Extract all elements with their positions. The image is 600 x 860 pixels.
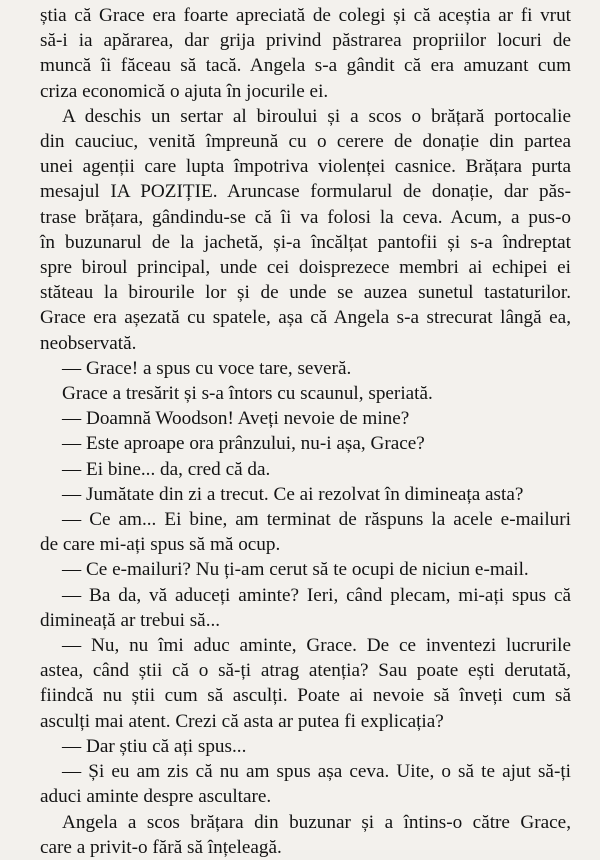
text-line: — Este aproape ora prânzului, nu-i așa, Grace? bbox=[62, 433, 425, 455]
paragraph bbox=[40, 810, 571, 860]
text-line: — Nu, nu îmi aduc aminte, Grace. De ce inventezi lucrurile bbox=[62, 635, 571, 657]
text-line: mesajul IA POZIȚIE. Aruncase formularul de donație, dar păs- bbox=[40, 181, 571, 203]
text-line: știa că Grace era foarte apreciată de colegi și că aceștia ar fi vrut bbox=[40, 5, 571, 26]
text-line: Grace era așezată cu spatele, așa că Angela s-a strecurat lângă ea, bbox=[40, 307, 571, 329]
text-line: — Ba da, vă aduceți aminte? Ieri, când plecam, mi-ați spus că bbox=[62, 584, 571, 606]
text-line: să-i ia apărarea, dar grija privind păstrarea propriilor locuri de bbox=[40, 30, 571, 52]
text-line: muncă îi făceau să tacă. Angela s-a gândit că era amuzant cum bbox=[40, 55, 571, 77]
text-line: fiindcă nu știi cum să asculți. Poate ai nevoie să înveți cum să bbox=[40, 685, 571, 707]
text-line: astea, când știi că o să-ți atrag atenția? Sau poate ești derutată, bbox=[40, 660, 571, 682]
text-line: neobservată. bbox=[40, 332, 137, 354]
text-line: — Dar știu că ați spus... bbox=[62, 735, 247, 757]
paragraph bbox=[40, 3, 571, 104]
paragraph bbox=[40, 482, 571, 507]
text-line: în buzunarul de la jachetă, și-a încălțat pantofii și s-a îndreptat bbox=[40, 231, 571, 253]
paragraph bbox=[40, 104, 571, 356]
text-line: A deschis un sertar al biroului și a scos o brățară portocalie bbox=[62, 105, 571, 127]
text-line: Angela a scos brățara din buzunar și a întins-o către Grace, bbox=[62, 811, 571, 833]
paragraph bbox=[40, 381, 571, 406]
paragraph bbox=[40, 431, 571, 456]
text-line: de care mi-ați spus să mă ocup. bbox=[40, 534, 281, 556]
text-line: aduci aminte despre ascultare. bbox=[40, 786, 272, 808]
paragraph bbox=[40, 734, 571, 759]
text-line: Grace a tresărit și s-a întors cu scaunul, speriată. bbox=[62, 383, 433, 405]
paragraph bbox=[40, 633, 571, 734]
text-line: — Ce am... Ei bine, am terminat de răspuns la acele e-mailuri bbox=[62, 509, 571, 531]
text-line: care a privit-o fără să înțeleagă. bbox=[40, 836, 282, 858]
text-line: — Grace! a spus cu voce tare, severă. bbox=[62, 357, 352, 379]
text-line: trase brățara, gândindu-se că îi va folosi la ceva. Acum, a pus-o bbox=[40, 206, 571, 228]
text-line: — Ce e-mailuri? Nu ți-am cerut să te ocupi de niciun e-mail. bbox=[62, 559, 529, 581]
text-line: dimineață ar trebui să... bbox=[40, 609, 221, 631]
paragraph bbox=[40, 583, 571, 633]
body-text bbox=[40, 3, 571, 860]
text-line: — Ei bine... da, cred că da. bbox=[62, 458, 271, 480]
text-line: stăteau la birourile lor și de unde se auzea sunetul tastaturilor. bbox=[40, 282, 571, 304]
paragraph bbox=[40, 507, 571, 557]
paragraph bbox=[40, 457, 571, 482]
paragraph bbox=[40, 406, 571, 431]
paragraph bbox=[40, 759, 571, 809]
paragraph bbox=[40, 356, 571, 381]
text-line: criza economică o ajuta în jocurile ei. bbox=[40, 80, 329, 102]
text-line: unei agenții care lupta împotriva violenței casnice. Brățara purta bbox=[40, 156, 571, 178]
text-line: — Jumătate din zi a trecut. Ce ai rezolvat în dimineața asta? bbox=[62, 483, 524, 505]
text-line: spre biroul principal, unde cei doisprezece membri ai echipei ei bbox=[40, 257, 571, 279]
text-line: asculți mai atent. Crezi că asta ar putea fi explicația? bbox=[40, 710, 444, 732]
paragraph bbox=[40, 557, 571, 582]
text-line: — Doamnă Woodson! Aveți nevoie de mine? bbox=[62, 408, 410, 430]
text-line: — Și eu am zis că nu am spus așa ceva. Uite, o să te ajut să-ți bbox=[62, 761, 571, 783]
text-line: din cauciuc, venită împreună cu o cerere de donație din partea bbox=[40, 131, 571, 153]
